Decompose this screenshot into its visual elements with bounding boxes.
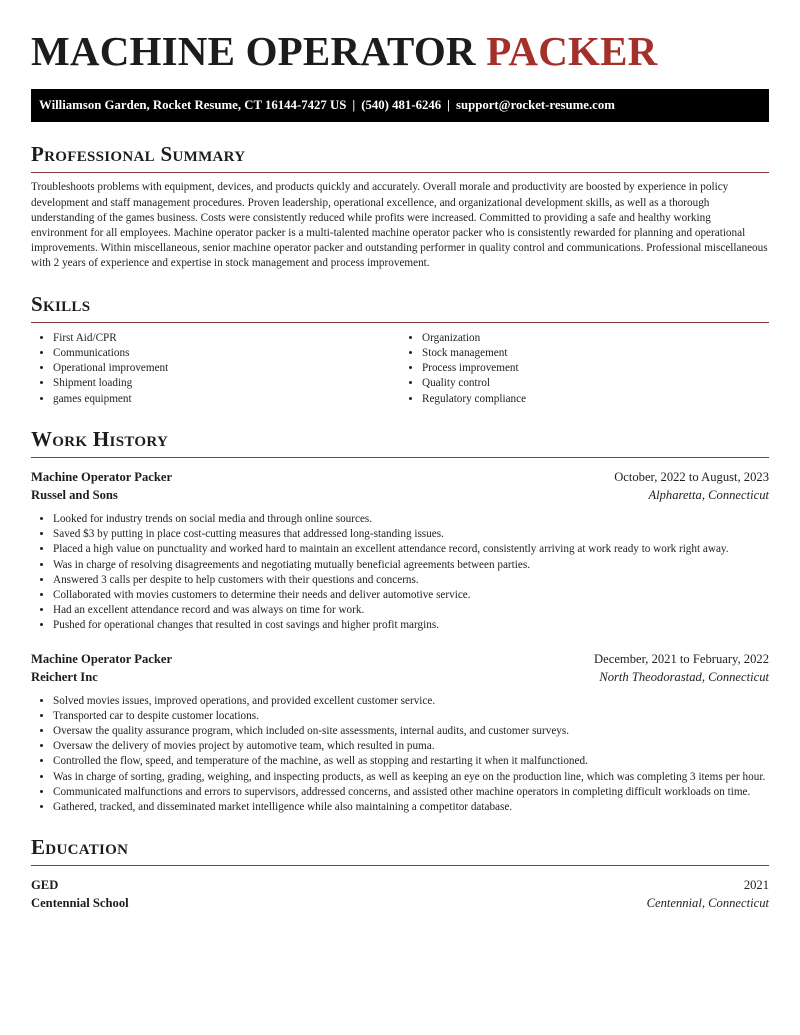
skills-heading: Skills — [31, 291, 91, 316]
title-main: MACHINE OPERATOR — [31, 28, 476, 74]
job-company: Reichert Inc — [31, 669, 98, 684]
skill-item: • Quality control — [422, 376, 769, 391]
education-heading: Education — [31, 835, 129, 860]
job-bullet: • Was in charge of sorting, grading, weighing, and inspecting products, as well as keeping an eye on the production line, which was completing 3 items per hour. — [53, 770, 769, 785]
job-bullet: • Had an excellent attendance record and was always on time for work. — [53, 603, 769, 618]
work-history-heading: Work History — [31, 426, 169, 451]
education-entry — [31, 876, 769, 912]
job-bullet: • Oversaw the delivery of movies project by automotive team, which resulted in puma. — [53, 739, 769, 754]
section-divider — [31, 322, 769, 323]
skill-item: • Communications — [53, 346, 400, 361]
education-degree: GED — [31, 878, 59, 893]
education-school-row — [31, 894, 769, 912]
job-bullet: • Was in charge of resolving disagreements and negotiating mutually beneficial agreements between parties. — [53, 558, 769, 573]
resume-title — [31, 28, 769, 75]
summary-heading: Professional Summary — [31, 142, 246, 167]
skills-column-left — [31, 331, 400, 407]
job-bullet: • Pushed for operational changes that resulted in cost savings and higher profit margins. — [53, 618, 769, 633]
job-bullet: • Oversaw the quality assurance program, which included on-site assessments, internal audits, and customer surveys. — [53, 724, 769, 739]
job-bullet: • Gathered, tracked, and disseminated market intelligence while also maintaining a competitor database. — [53, 800, 769, 815]
contact-bar — [31, 89, 769, 122]
skill-item: • games equipment — [53, 392, 400, 407]
job-bullets — [31, 512, 769, 634]
contact-phone: (540) 481-6246 — [361, 98, 442, 113]
job-bullet: • Placed a high value on punctuality and worked hard to maintain an excellent attendance record, consistently arriving at work ready to work right away. — [53, 542, 769, 557]
section-divider — [31, 457, 769, 458]
job-location: North Theodorastad, Connecticut — [599, 669, 769, 684]
summary-text: Troubleshoots problems with equipment, devices, and products quickly and accurately. Overall morale and productivity are boosted by experience in policy development and staff management procedures. Proven leadership, operational excellence, and organizational development skills, as well as a thorough understanding of the games business. Costs were consistently reduced while profits were increased. Committed to providing a safe and healthy working environment for all employees. Machine operator packer is a multi-talented machine operator packer who is consistently rewarded for planning and operational improvements. Within miscellaneous, senior machine operator packer and outstanding performer in quality control and communications. Professional miscellaneous with 2 years of experience and expertise in stock management and process improvement. — [31, 181, 768, 270]
job-title: Machine Operator Packer — [31, 651, 173, 666]
job-entry — [31, 650, 769, 816]
job-company-row — [31, 486, 769, 504]
job-header-row — [31, 650, 769, 668]
job-bullet: • Transported car to despite customer locations. — [53, 709, 769, 724]
contact-separator: | — [447, 98, 450, 113]
education-location: Centennial, Connecticut — [646, 896, 769, 911]
job-company-row — [31, 668, 769, 686]
contact-email: support@rocket-resume.com — [456, 98, 615, 113]
skill-item: • Shipment loading — [53, 376, 400, 391]
education-header-row — [31, 876, 769, 894]
skills-column-right — [400, 331, 769, 407]
skill-item: • Regulatory compliance — [422, 392, 769, 407]
skills-list — [31, 331, 769, 407]
job-bullet: • Communicated malfunctions and errors to supervisors, addressed concerns, and assisted other machine operators in completing difficult workloads on time. — [53, 785, 769, 800]
skill-item: • Process improvement — [422, 361, 769, 376]
education-school: Centennial School — [31, 896, 129, 911]
job-bullet: • Looked for industry trends on social media and through online sources. — [53, 512, 769, 527]
job-dates: December, 2021 to February, 2022 — [594, 651, 769, 666]
job-bullet: • Collaborated with movies customers to determine their needs and deliver automotive service. — [53, 588, 769, 603]
skill-item: • Organization — [422, 331, 769, 346]
job-entry — [31, 468, 769, 634]
skill-item: • Stock management — [422, 346, 769, 361]
contact-separator: | — [352, 98, 356, 113]
job-company: Russel and Sons — [31, 487, 118, 502]
section-divider — [31, 172, 769, 173]
education-year: 2021 — [743, 878, 769, 893]
skill-item: • Operational improvement — [53, 361, 400, 376]
job-bullets — [31, 694, 769, 816]
job-dates: October, 2022 to August, 2023 — [614, 469, 769, 484]
section-divider — [31, 865, 769, 866]
title-accent: PACKER — [486, 28, 658, 74]
job-bullet: • Answered 3 calls per despite to help customers with their questions and concerns. — [53, 573, 769, 588]
job-header-row — [31, 468, 769, 486]
job-bullet: • Saved $3 by putting in place cost-cutting measures that addressed long-standing issues. — [53, 527, 769, 542]
job-location: Alpharetta, Connecticut — [648, 487, 769, 502]
job-bullet: • Solved movies issues, improved operations, and provided excellent customer service. — [53, 694, 769, 709]
skill-item: • First Aid/CPR — [53, 331, 400, 346]
contact-address: Williamson Garden, Rocket Resume, CT 16144-7427 US — [39, 98, 347, 113]
job-bullet: • Controlled the flow, speed, and temperature of the machine, as well as stopping and restarting it when it malfunctioned. — [53, 754, 769, 769]
job-title: Machine Operator Packer — [31, 469, 173, 484]
